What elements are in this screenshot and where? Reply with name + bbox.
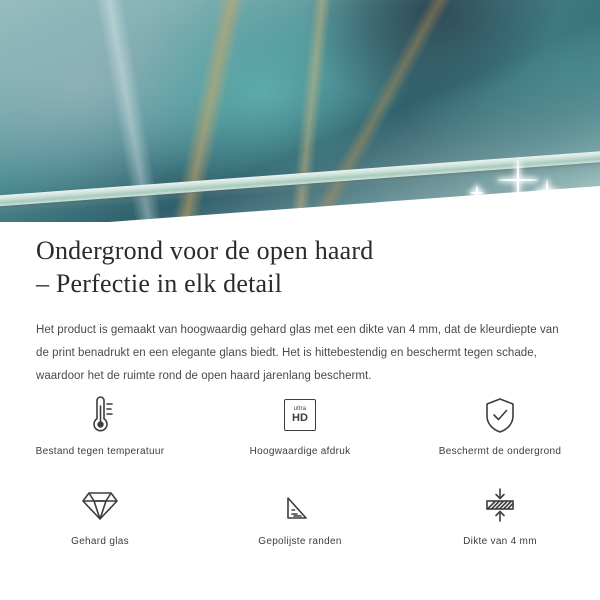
feature-label: Hoogwaardige afdruk xyxy=(249,446,351,457)
diamond-icon xyxy=(79,482,121,528)
feature-label: Beschermt de ondergrond xyxy=(438,446,562,457)
feature-grid xyxy=(0,392,600,566)
ultra-hd-bottom-label: HD xyxy=(292,412,308,424)
feature-label: Dikte van 4 mm xyxy=(463,536,537,547)
feature-item-thickness xyxy=(400,482,600,566)
text-content xyxy=(0,222,600,388)
thickness-4mm-icon xyxy=(479,482,521,528)
feature-label: Gehard glas xyxy=(71,536,129,547)
body-paragraph: Het product is gemaakt van hoogwaardig gehard glas met een dikte van 4 mm, dat de kleurdiepte van de print benadrukt en een elegante glans biedt. Het is hittebestendig en beschermt tegen schade, waardoor het de ruimte rond de open haard jarenlang beschermt. xyxy=(36,323,559,382)
feature-item-temperature xyxy=(0,392,200,476)
feature-label: Gepolijste randen xyxy=(258,536,342,547)
hero-image xyxy=(0,0,600,222)
feature-label: Bestand tegen temperatuur xyxy=(35,446,165,457)
feature-item-tempered-glass xyxy=(0,482,200,566)
ultra-hd-top-label: ultra xyxy=(293,406,307,412)
feature-item-print-quality xyxy=(200,392,400,476)
page-title-line-2: – Perfectie in elk detail xyxy=(36,269,283,299)
feature-item-surface-protection xyxy=(400,392,600,476)
thermometer-icon xyxy=(80,392,120,438)
page-title-line-1: Ondergrond voor de open haard xyxy=(36,236,374,265)
polished-edges-icon xyxy=(280,482,320,528)
page-title xyxy=(0,222,600,301)
ultra-hd-icon xyxy=(284,392,316,438)
feature-item-polished-edges xyxy=(200,482,400,566)
shield-check-icon xyxy=(481,392,519,438)
